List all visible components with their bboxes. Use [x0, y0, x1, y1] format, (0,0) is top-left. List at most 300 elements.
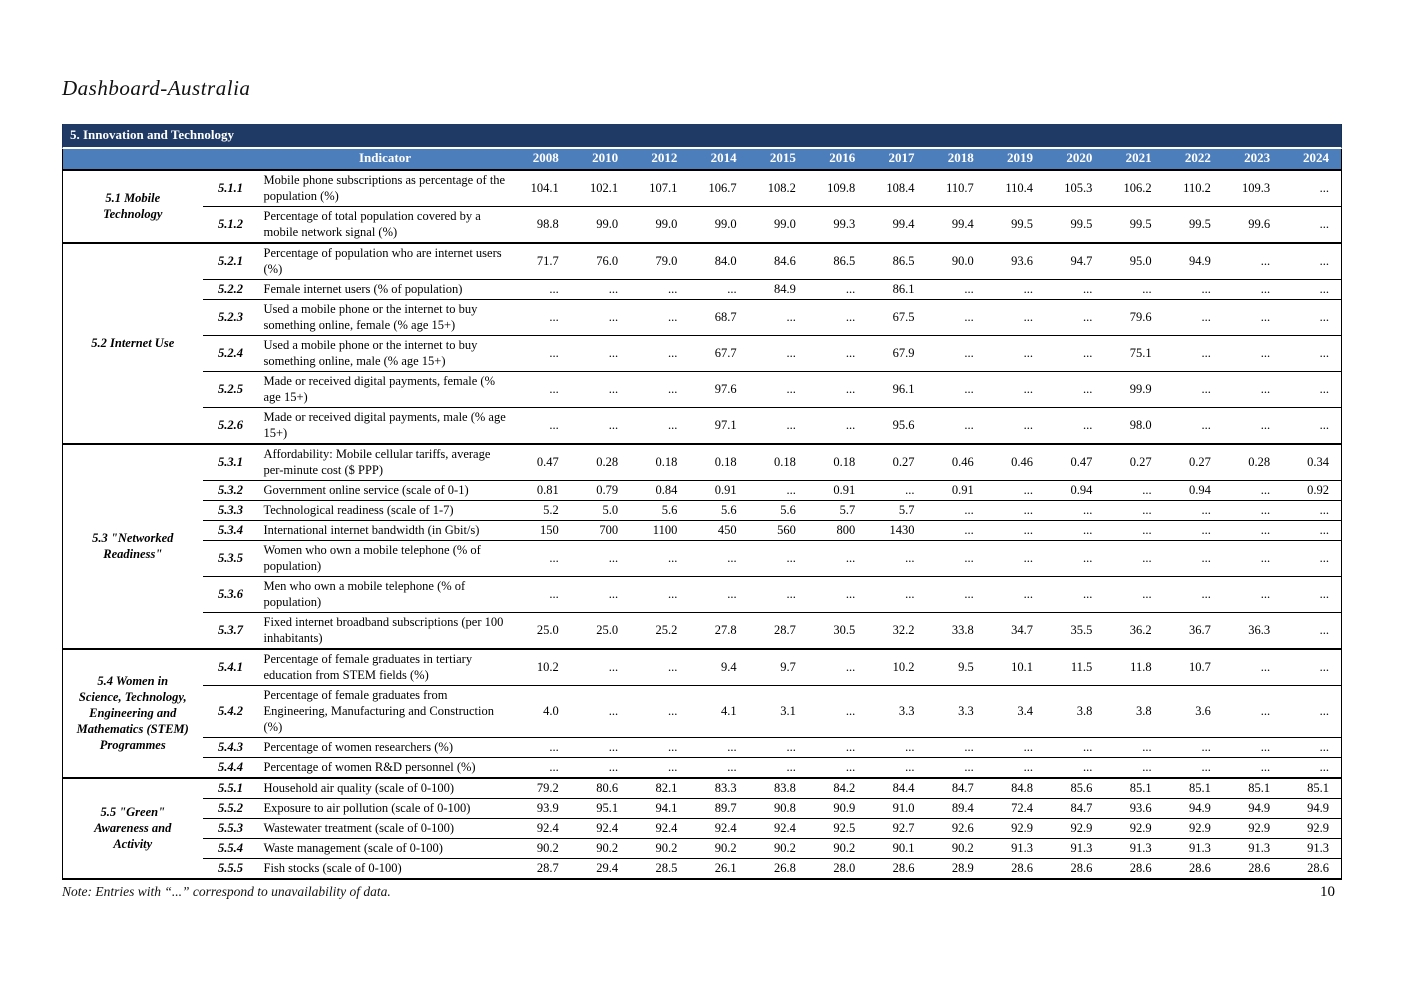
value-cell: 3.3 [867, 685, 926, 737]
value-cell: ... [986, 335, 1045, 371]
value-cell: ... [1223, 520, 1282, 540]
value-cell: ... [1045, 407, 1104, 444]
indicator-name: Female internet users (% of population) [259, 279, 512, 299]
value-cell: ... [630, 737, 689, 757]
value-cell: 0.34 [1282, 444, 1341, 481]
indicator-row [63, 371, 1342, 407]
year-column-header: 2015 [749, 149, 808, 170]
indicator-code: 5.2.3 [203, 299, 259, 335]
value-cell: 86.1 [867, 279, 926, 299]
value-cell: ... [1104, 576, 1163, 612]
value-cell: ... [1104, 540, 1163, 576]
value-cell: 3.3 [926, 685, 985, 737]
value-cell: 76.0 [571, 243, 630, 280]
value-cell: ... [986, 500, 1045, 520]
value-cell: 90.9 [808, 798, 867, 818]
value-cell: 90.2 [689, 838, 748, 858]
value-cell: 0.28 [571, 444, 630, 481]
value-cell: ... [749, 371, 808, 407]
value-cell: 5.2 [512, 500, 571, 520]
value-cell: ... [512, 757, 571, 778]
value-cell: ... [1104, 279, 1163, 299]
value-cell: 91.3 [1045, 838, 1104, 858]
value-cell: 28.0 [808, 858, 867, 879]
indicator-row [63, 576, 1342, 612]
value-cell: 90.2 [571, 838, 630, 858]
value-cell: ... [630, 279, 689, 299]
value-cell: 5.7 [867, 500, 926, 520]
value-cell: 0.81 [512, 480, 571, 500]
indicator-name: Percentage of female graduates in tertiary education from STEM fields (%) [259, 649, 512, 686]
value-cell: 0.28 [1223, 444, 1282, 481]
value-cell: 84.8 [986, 778, 1045, 799]
value-cell: 4.1 [689, 685, 748, 737]
indicator-row [63, 500, 1342, 520]
value-cell: ... [926, 371, 985, 407]
value-cell: ... [926, 576, 985, 612]
value-cell: ... [926, 407, 985, 444]
value-cell: ... [808, 685, 867, 737]
value-cell: 35.5 [1045, 612, 1104, 649]
value-cell: ... [1223, 371, 1282, 407]
value-cell: 91.3 [1282, 838, 1341, 858]
value-cell: ... [1104, 520, 1163, 540]
value-cell: 106.2 [1104, 170, 1163, 207]
value-cell: 28.7 [512, 858, 571, 879]
indicator-code: 5.2.5 [203, 371, 259, 407]
value-cell: 1100 [630, 520, 689, 540]
value-cell: ... [571, 540, 630, 576]
value-cell: ... [512, 299, 571, 335]
value-cell: ... [986, 480, 1045, 500]
value-cell: 80.6 [571, 778, 630, 799]
indicator-code: 5.2.4 [203, 335, 259, 371]
value-cell: ... [986, 520, 1045, 540]
indicator-row [63, 299, 1342, 335]
value-cell: 104.1 [512, 170, 571, 207]
value-cell: 79.2 [512, 778, 571, 799]
value-cell: 700 [571, 520, 630, 540]
value-cell: ... [1223, 480, 1282, 500]
value-cell: 99.5 [1045, 206, 1104, 243]
value-cell: ... [1282, 685, 1341, 737]
indicator-name: Government online service (scale of 0-1) [259, 480, 512, 500]
value-cell: ... [986, 757, 1045, 778]
value-cell: 79.0 [630, 243, 689, 280]
value-cell: 84.7 [1045, 798, 1104, 818]
value-cell: 99.5 [1104, 206, 1163, 243]
indicator-row [63, 206, 1342, 243]
value-cell: 93.6 [1104, 798, 1163, 818]
value-cell: 83.3 [689, 778, 748, 799]
value-cell: ... [926, 520, 985, 540]
value-cell: 3.8 [1045, 685, 1104, 737]
value-cell: 92.4 [749, 818, 808, 838]
value-cell: ... [1282, 500, 1341, 520]
value-cell: 92.9 [1223, 818, 1282, 838]
value-cell: ... [1164, 576, 1223, 612]
value-cell: 99.3 [808, 206, 867, 243]
value-cell: 91.3 [1104, 838, 1163, 858]
value-cell: 92.9 [1164, 818, 1223, 838]
indicator-code: 5.5.4 [203, 838, 259, 858]
value-cell: 90.8 [749, 798, 808, 818]
value-cell: ... [926, 335, 985, 371]
year-column-header: 2020 [1045, 149, 1104, 170]
value-cell: 5.7 [808, 500, 867, 520]
indicator-row [63, 858, 1342, 879]
year-column-header: 2019 [986, 149, 1045, 170]
value-cell: 84.6 [749, 243, 808, 280]
value-cell: ... [1223, 757, 1282, 778]
value-cell: 92.7 [867, 818, 926, 838]
value-cell: 0.18 [749, 444, 808, 481]
value-cell: 0.84 [630, 480, 689, 500]
value-cell: 28.6 [1223, 858, 1282, 879]
indicator-name: Fish stocks (scale of 0-100) [259, 858, 512, 879]
indicator-name: Made or received digital payments, male (% age 15+) [259, 407, 512, 444]
indicator-code: 5.5.3 [203, 818, 259, 838]
indicator-name: Household air quality (scale of 0-100) [259, 778, 512, 799]
value-cell: 28.6 [1164, 858, 1223, 879]
value-cell: 32.2 [867, 612, 926, 649]
value-cell: ... [926, 757, 985, 778]
value-cell: 1430 [867, 520, 926, 540]
value-cell: ... [749, 737, 808, 757]
indicator-row [63, 737, 1342, 757]
value-cell: 9.7 [749, 649, 808, 686]
indicator-name: Wastewater treatment (scale of 0-100) [259, 818, 512, 838]
value-cell: ... [1104, 737, 1163, 757]
section-banner: 5. Innovation and Technology [62, 124, 1342, 149]
indicator-name: Fixed internet broadband subscriptions (per 100 inhabitants) [259, 612, 512, 649]
value-cell: 0.27 [1104, 444, 1163, 481]
value-cell: ... [1164, 500, 1223, 520]
value-cell: ... [1223, 500, 1282, 520]
indicator-row [63, 649, 1342, 686]
value-cell: ... [1282, 371, 1341, 407]
value-cell: ... [571, 299, 630, 335]
value-cell: ... [1282, 335, 1341, 371]
indicator-name: Percentage of total population covered by a mobile network signal (%) [259, 206, 512, 243]
year-column-header: 2018 [926, 149, 985, 170]
value-cell: 10.2 [867, 649, 926, 686]
value-cell: ... [1282, 243, 1341, 280]
value-cell: ... [512, 371, 571, 407]
value-cell: 91.0 [867, 798, 926, 818]
group-label: 5.1 Mobile Technology [63, 170, 203, 243]
indicator-name: Used a mobile phone or the internet to buy something online, female (% age 15+) [259, 299, 512, 335]
year-column-header: 2017 [867, 149, 926, 170]
value-cell: 0.18 [689, 444, 748, 481]
value-cell: ... [1104, 757, 1163, 778]
value-cell: 30.5 [808, 612, 867, 649]
value-cell: ... [808, 576, 867, 612]
value-cell: 94.9 [1282, 798, 1341, 818]
indicator-row [63, 540, 1342, 576]
value-cell: 28.6 [986, 858, 1045, 879]
value-cell: 560 [749, 520, 808, 540]
indicator-code: 5.1.1 [203, 170, 259, 207]
value-cell: ... [749, 757, 808, 778]
value-cell: 10.1 [986, 649, 1045, 686]
indicator-code: 5.2.2 [203, 279, 259, 299]
value-cell: ... [1045, 757, 1104, 778]
value-cell: 3.4 [986, 685, 1045, 737]
value-cell: 9.4 [689, 649, 748, 686]
indicator-table [62, 149, 1342, 880]
value-cell: 29.4 [571, 858, 630, 879]
value-cell: 94.9 [1164, 243, 1223, 280]
value-cell: 36.7 [1164, 612, 1223, 649]
value-cell: 71.7 [512, 243, 571, 280]
indicator-row [63, 520, 1342, 540]
indicator-name: Made or received digital payments, female (% age 15+) [259, 371, 512, 407]
value-cell: ... [630, 335, 689, 371]
value-cell: 150 [512, 520, 571, 540]
year-column-header: 2021 [1104, 149, 1163, 170]
value-cell: 28.5 [630, 858, 689, 879]
value-cell: 84.4 [867, 778, 926, 799]
value-cell: ... [571, 757, 630, 778]
value-cell: ... [689, 757, 748, 778]
year-column-header: 2010 [571, 149, 630, 170]
value-cell: ... [1164, 335, 1223, 371]
indicator-table-body [63, 170, 1342, 879]
value-cell: 109.8 [808, 170, 867, 207]
indicator-row [63, 279, 1342, 299]
indicator-row [63, 798, 1342, 818]
value-cell: 92.9 [1104, 818, 1163, 838]
value-cell: ... [808, 299, 867, 335]
value-cell: 108.4 [867, 170, 926, 207]
value-cell: ... [808, 540, 867, 576]
value-cell: 4.0 [512, 685, 571, 737]
year-column-header: 2008 [512, 149, 571, 170]
value-cell: 109.3 [1223, 170, 1282, 207]
value-cell: 99.0 [630, 206, 689, 243]
value-cell: 99.9 [1104, 371, 1163, 407]
value-cell: 107.1 [630, 170, 689, 207]
value-cell: 10.7 [1164, 649, 1223, 686]
value-cell: 5.6 [749, 500, 808, 520]
indicator-row [63, 778, 1342, 799]
value-cell: 0.91 [808, 480, 867, 500]
year-column-header: 2024 [1282, 149, 1341, 170]
value-cell: 94.9 [1223, 798, 1282, 818]
value-cell: ... [749, 576, 808, 612]
value-cell: 5.6 [689, 500, 748, 520]
value-cell: 28.6 [1104, 858, 1163, 879]
value-cell: 0.18 [808, 444, 867, 481]
value-cell: 0.94 [1045, 480, 1104, 500]
value-cell: ... [1045, 335, 1104, 371]
value-cell: ... [1282, 576, 1341, 612]
value-cell: 0.92 [1282, 480, 1341, 500]
indicator-name: Technological readiness (scale of 1-7) [259, 500, 512, 520]
value-cell: ... [1223, 649, 1282, 686]
value-cell: 108.2 [749, 170, 808, 207]
value-cell: 99.5 [986, 206, 1045, 243]
indicator-row [63, 757, 1342, 778]
value-cell: 0.91 [926, 480, 985, 500]
value-cell: 106.7 [689, 170, 748, 207]
value-cell: ... [630, 576, 689, 612]
value-cell: 3.6 [1164, 685, 1223, 737]
value-cell: ... [1104, 500, 1163, 520]
value-cell: 93.9 [512, 798, 571, 818]
year-column-header: 2016 [808, 149, 867, 170]
value-cell: 92.9 [1282, 818, 1341, 838]
value-cell: 96.1 [867, 371, 926, 407]
value-cell: 91.3 [1223, 838, 1282, 858]
value-cell: 99.4 [926, 206, 985, 243]
indicator-name: Men who own a mobile telephone (% of population) [259, 576, 512, 612]
value-cell: 68.7 [689, 299, 748, 335]
indicator-row [63, 335, 1342, 371]
indicator-name: Percentage of women researchers (%) [259, 737, 512, 757]
indicator-code: 5.3.4 [203, 520, 259, 540]
value-cell: 90.2 [512, 838, 571, 858]
value-cell: 26.1 [689, 858, 748, 879]
indicator-code: 5.3.5 [203, 540, 259, 576]
value-cell: ... [1045, 299, 1104, 335]
value-cell: ... [689, 576, 748, 612]
value-cell: ... [1164, 279, 1223, 299]
value-cell: 90.2 [808, 838, 867, 858]
value-cell: 95.1 [571, 798, 630, 818]
value-cell: 11.8 [1104, 649, 1163, 686]
indicator-code: 5.2.6 [203, 407, 259, 444]
value-cell: 89.7 [689, 798, 748, 818]
indicator-name: Percentage of population who are internet users (%) [259, 243, 512, 280]
value-cell: ... [749, 335, 808, 371]
value-cell: ... [571, 685, 630, 737]
value-cell: 28.6 [1045, 858, 1104, 879]
value-cell: 0.79 [571, 480, 630, 500]
value-cell: 110.4 [986, 170, 1045, 207]
indicator-row [63, 612, 1342, 649]
value-cell: 5.0 [571, 500, 630, 520]
year-column-header: 2012 [630, 149, 689, 170]
value-cell: ... [689, 540, 748, 576]
page-title: Dashboard-Australia [62, 76, 251, 100]
value-cell: ... [689, 279, 748, 299]
value-cell: 10.2 [512, 649, 571, 686]
value-cell: ... [749, 480, 808, 500]
value-cell: ... [986, 540, 1045, 576]
value-cell: 91.3 [1164, 838, 1223, 858]
value-cell: ... [1045, 576, 1104, 612]
value-cell: 86.5 [808, 243, 867, 280]
value-cell: 5.6 [630, 500, 689, 520]
value-cell: ... [1045, 500, 1104, 520]
value-cell: 28.7 [749, 612, 808, 649]
value-cell: 92.9 [986, 818, 1045, 838]
value-cell: ... [926, 500, 985, 520]
value-cell: 0.47 [1045, 444, 1104, 481]
value-cell: ... [1045, 279, 1104, 299]
value-cell: ... [630, 371, 689, 407]
indicator-code: 5.4.4 [203, 757, 259, 778]
indicator-code: 5.4.3 [203, 737, 259, 757]
value-cell: ... [867, 576, 926, 612]
indicator-row [63, 818, 1342, 838]
value-cell: ... [926, 299, 985, 335]
value-cell: 99.0 [749, 206, 808, 243]
indicator-code: 5.3.3 [203, 500, 259, 520]
value-cell: ... [808, 335, 867, 371]
value-cell: ... [512, 576, 571, 612]
value-cell: 3.1 [749, 685, 808, 737]
value-cell: ... [1223, 243, 1282, 280]
indicator-code: 5.3.6 [203, 576, 259, 612]
value-cell: 95.0 [1104, 243, 1163, 280]
page-number: 10 [1320, 884, 1335, 900]
value-cell: 67.7 [689, 335, 748, 371]
value-cell: ... [749, 540, 808, 576]
indicator-code: 5.4.1 [203, 649, 259, 686]
indicator-name: Percentage of female graduates from Engineering, Manufacturing and Construction (%) [259, 685, 512, 737]
value-cell: 94.9 [1164, 798, 1223, 818]
footnote: Note: Entries with “...” correspond to unavailability of data. [62, 883, 391, 899]
value-cell: 92.4 [571, 818, 630, 838]
indicator-column-header: Indicator [259, 149, 512, 170]
value-cell: 0.46 [986, 444, 1045, 481]
value-cell: 72.4 [986, 798, 1045, 818]
value-cell: 0.27 [867, 444, 926, 481]
value-cell: ... [1045, 371, 1104, 407]
value-cell: ... [1164, 757, 1223, 778]
value-cell: ... [1223, 737, 1282, 757]
value-cell: 94.1 [630, 798, 689, 818]
value-cell: ... [867, 480, 926, 500]
value-cell: ... [926, 279, 985, 299]
value-cell: ... [808, 407, 867, 444]
indicator-row [63, 170, 1342, 207]
value-cell: ... [571, 335, 630, 371]
value-cell: ... [571, 371, 630, 407]
value-cell: ... [1104, 480, 1163, 500]
indicator-name: Used a mobile phone or the internet to buy something online, male (% age 15+) [259, 335, 512, 371]
value-cell: ... [867, 737, 926, 757]
value-cell: ... [1282, 279, 1341, 299]
value-cell: ... [1282, 612, 1341, 649]
value-cell: ... [1282, 737, 1341, 757]
value-cell: ... [512, 279, 571, 299]
value-cell: 84.0 [689, 243, 748, 280]
value-cell: 92.4 [512, 818, 571, 838]
value-cell: ... [1282, 170, 1341, 207]
value-cell: ... [571, 576, 630, 612]
value-cell: ... [630, 757, 689, 778]
value-cell: 67.9 [867, 335, 926, 371]
value-cell: ... [1282, 540, 1341, 576]
value-cell: 82.1 [630, 778, 689, 799]
value-cell: ... [1223, 540, 1282, 576]
value-cell: 97.6 [689, 371, 748, 407]
indicator-row [63, 838, 1342, 858]
value-cell: 11.5 [1045, 649, 1104, 686]
value-cell: ... [630, 649, 689, 686]
indicator-name: Waste management (scale of 0-100) [259, 838, 512, 858]
value-cell: 84.2 [808, 778, 867, 799]
value-cell: 94.7 [1045, 243, 1104, 280]
year-column-header: 2023 [1223, 149, 1282, 170]
value-cell: 99.4 [867, 206, 926, 243]
group-label: 5.5 "Green" Awareness and Activity [63, 778, 203, 879]
value-cell: 85.6 [1045, 778, 1104, 799]
